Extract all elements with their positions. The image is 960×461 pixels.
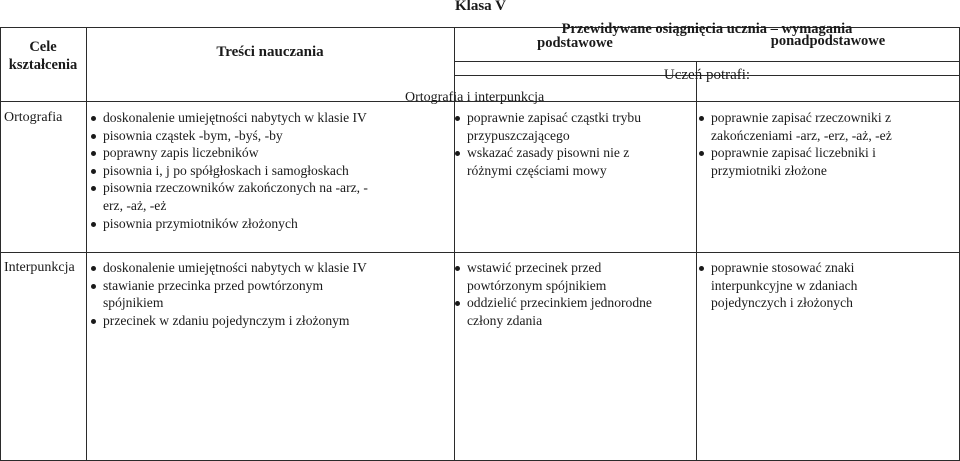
col-divider-1 [86,27,87,461]
list-item: poprawny zapis liczebników [91,144,391,162]
list-item: poprawnie zapisać liczebniki i przymiotniki złożone [699,144,909,179]
row-extended-interpunkcja [699,259,904,312]
row-content-ortografia [91,109,391,232]
list-item: oddzielić przecinkiem jednorodne człony zdania [455,294,670,329]
curriculum-table [0,21,960,461]
row-divider [0,252,960,253]
list-item: poprawnie zapisać cząstki trybu przypuszczającego [455,109,670,144]
list-item: wstawić przecinek przed powtórzonym spójnikiem [455,259,670,294]
section-title: Ortografia i interpunkcja [405,90,545,105]
list-item: poprawnie zapisać rzeczowniki z zakończeniami -arz, -erz, -aż, -eż [699,109,909,144]
row-content-interpunkcja [91,259,391,329]
header-content: Treści nauczania [216,44,324,60]
list-item: pisownia rzeczowników zakończonych na -arz, -erz, -aż, -eż [91,179,373,214]
list-item: pisownia i, j po spółgłoskach i samogłoskach [91,162,391,180]
row-goal-interpunkcja: Interpunkcja [4,260,75,275]
page-title: Klasa V [455,0,506,14]
row-extended-ortografia [699,109,909,179]
header-extended: ponadpodstawowe [770,33,886,49]
col-divider-3 [696,61,697,460]
list-item: poprawnie stosować znaki interpunkcyjne w zdaniach pojedynczych i złożonych [699,259,904,312]
list-item: pisownia przymiotników złożonych [91,215,391,233]
header-requirements: Przewidywane osiągnięcia ucznia – wymagania [561,21,853,37]
header-goals: Cele kształcenia [8,39,78,73]
list-item: pisownia cząstek -bym, -byś, -by [91,127,391,145]
list-item: przecinek w zdaniu pojedynczym i złożonym [91,312,391,330]
header-uczen-potrafi: Uczeń potrafi: [663,67,751,83]
row-goal-ortografia: Ortografia [4,110,63,125]
list-item: wskazać zasady pisowni nie z różnymi częściami mowy [455,144,670,179]
header-basic: podstawowe [537,35,613,51]
list-item: doskonalenie umiejętności nabytych w klasie IV [91,109,391,127]
list-item: doskonalenie umiejętności nabytych w klasie IV [91,259,391,277]
list-item: stawianie przecinka przed powtórzonym spójnikiem [91,277,363,312]
table-left-border [0,27,1,461]
subheader-divider [454,61,960,62]
row-basic-ortografia [455,109,670,179]
row-basic-interpunkcja [455,259,670,329]
